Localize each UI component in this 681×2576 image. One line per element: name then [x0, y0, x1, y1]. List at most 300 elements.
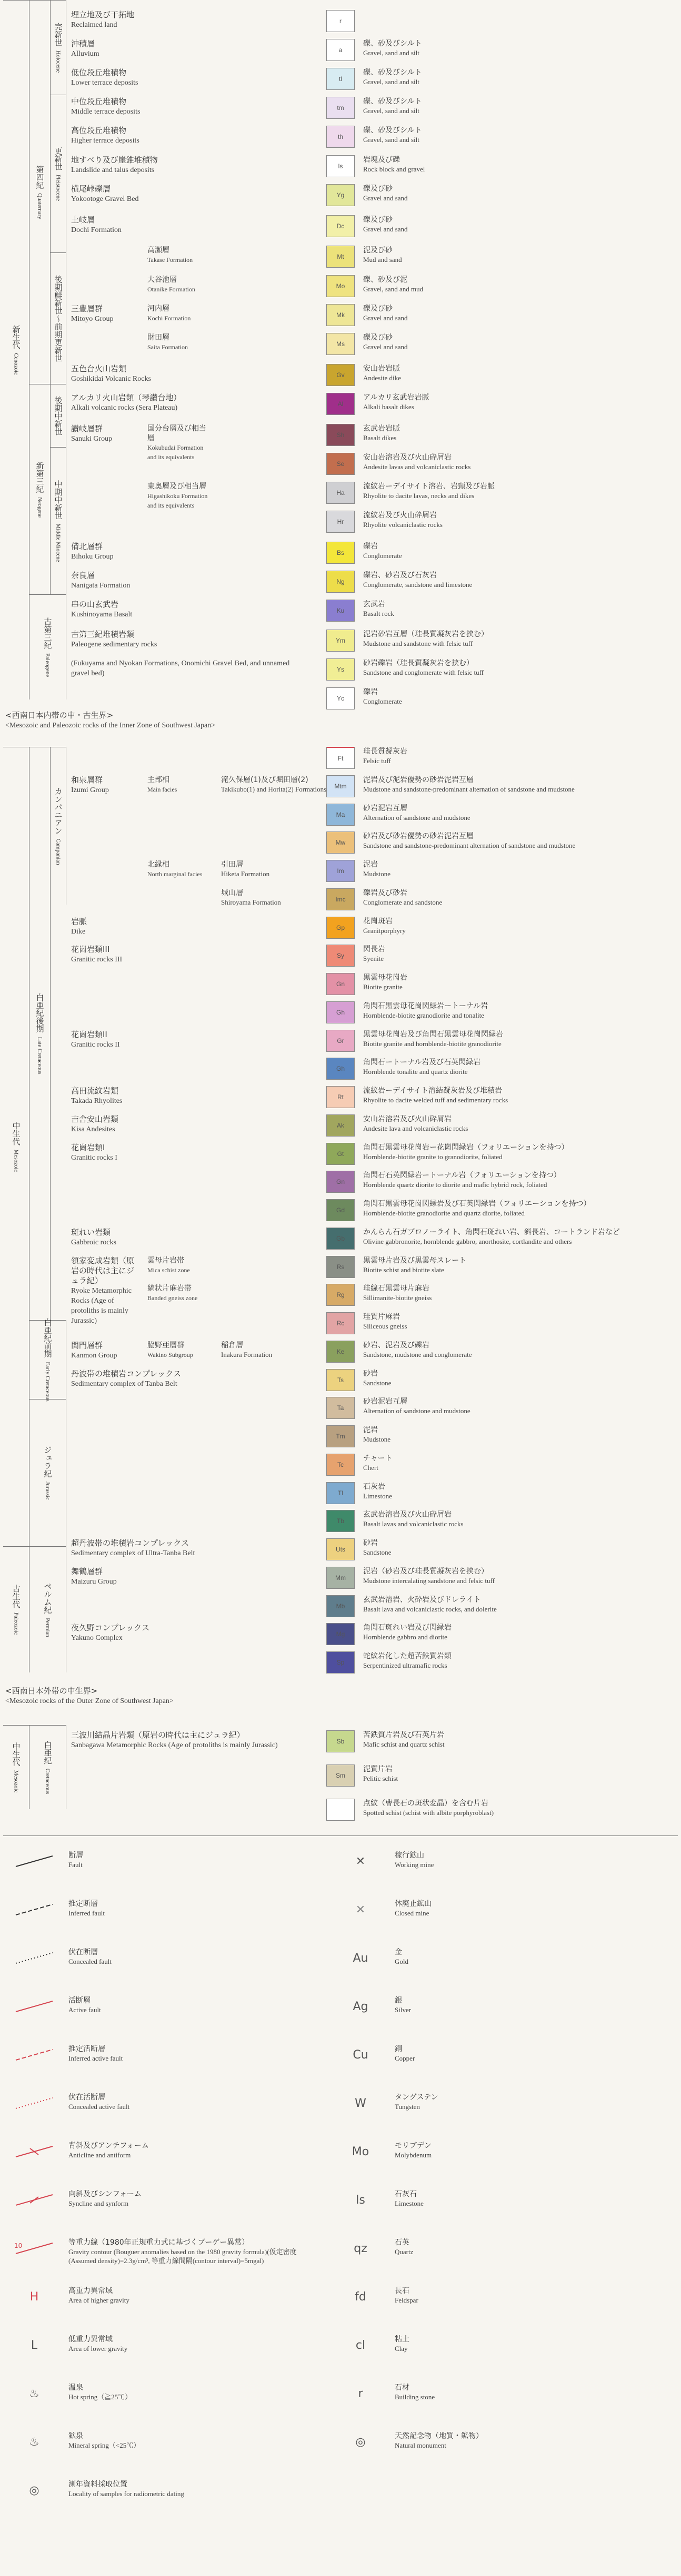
unit-code: Ts	[337, 1376, 344, 1384]
era-cenozoic: 新生代 Cenozoic	[3, 0, 29, 699]
color-swatch	[326, 775, 355, 797]
lithology-description: 礫及び砂 Gravel and sand	[363, 185, 408, 202]
color-swatch	[326, 1312, 355, 1334]
unit-code: Gp	[336, 924, 345, 931]
legend-text: 金 Gold	[395, 1948, 408, 1965]
unit-name-jp: 横尾峠礫層	[71, 184, 111, 194]
lithology-description: 角閃石黒雲母花崗閃緑岩及び石英閃緑岩（フォリエーションを持つ） Hornblende-biotite granodiorite and quartz diorite, foliated	[363, 1200, 591, 1217]
color-swatch	[326, 747, 355, 769]
lithology-description: 安山岩溶岩及び火山砕屑岩 Andesite lavas and volcaniclastic rocks	[363, 453, 471, 471]
lithology-description: 砂岩礫岩（珪長質凝灰岩を挟む） Sandstone and conglomerate with felsic tuff	[363, 659, 484, 676]
color-swatch	[326, 945, 355, 967]
unit-code: Ng	[336, 578, 345, 585]
period-late-cretaceous: 白亜紀後期 Late Cretaceous	[29, 747, 51, 1320]
unit-code: th	[337, 133, 343, 140]
lithology-description: 礫及び砂 Gravel and sand	[363, 216, 408, 233]
color-swatch	[326, 1341, 355, 1363]
lithology-description: 苦鉄質片岩及び石英片岩 Mafic schist and quartz schist	[363, 1731, 445, 1748]
color-swatch	[326, 275, 355, 297]
unit-code: r	[339, 17, 342, 25]
unit-name-jp: 三豊層群	[71, 304, 103, 313]
color-swatch	[326, 1058, 355, 1080]
unit-code: Mw	[335, 839, 346, 846]
fault-line-icon	[11, 1902, 58, 1918]
sample-locality-icon: ◎	[29, 2483, 39, 2497]
unit-name	[71, 155, 292, 175]
unit-code: Rc	[336, 1320, 345, 1327]
lithology-description: 砂岩泥岩互層 Alternation of sandstone and mudstone	[363, 1397, 470, 1415]
unit-code: Rt	[337, 1093, 344, 1101]
lithology-description: 礫岩及び砂岩 Conglomerate and sandstone	[363, 889, 443, 906]
lithology-description: 泥岩 Mudstone	[363, 860, 390, 878]
unit-name	[71, 1086, 292, 1106]
legend-text: 石英 Quartz	[395, 2238, 414, 2256]
unit-code: Sh	[336, 431, 345, 439]
unit-code: Ft	[337, 754, 344, 762]
unit-name-en: Alluvium	[71, 50, 99, 58]
unit-code: Mm	[335, 1574, 346, 1581]
legend-text: 測年資料採取位置 Locality of samples for radiometric dating	[68, 2480, 184, 2498]
lithology-description: 礫岩、砂岩及び石灰岩 Conglomerate, sandstone and limestone	[363, 571, 473, 589]
unit-code: Tl	[338, 1489, 343, 1497]
color-swatch	[326, 1482, 355, 1504]
fold-axis-icon	[11, 2192, 58, 2208]
color-swatch	[326, 687, 355, 709]
unit-name-en: Higher terrace deposits	[71, 137, 139, 145]
lithology-description: 玄武岩溶岩及び火山砕屑岩 Basalt lavas and volcaniclastic rocks	[363, 1510, 464, 1528]
unit-name	[71, 424, 139, 444]
unit-name	[71, 304, 139, 324]
lithology-description: 珪線石黒雲母片麻岩 Sillimanite-biotite gneiss	[363, 1284, 432, 1302]
color-swatch	[326, 1143, 355, 1165]
epoch-holocene: 完新世 Holocene	[51, 0, 66, 95]
unit-name-en: Nanigata Formation	[71, 582, 131, 590]
unit-subdivision: 大谷池層 Otanike Formation	[147, 276, 195, 293]
color-swatch	[326, 1567, 355, 1589]
lithology-description: 礫岩 Conglomerate	[363, 542, 402, 560]
legend-text: 稼行鉱山 Working mine	[395, 1851, 434, 1869]
unit-name-en: Reclaimed land	[71, 21, 117, 29]
unit-name-jp: 備北層群	[71, 542, 103, 551]
unit-code: Dc	[336, 222, 345, 230]
color-swatch	[326, 184, 355, 206]
stage-campanian: カンパニアン Campanian	[51, 747, 66, 905]
unit-subdivision: 北縁相 North marginal facies	[147, 860, 203, 878]
color-swatch	[326, 1284, 355, 1306]
legend-item	[11, 2432, 305, 2453]
unit-name	[71, 1623, 292, 1643]
color-swatch	[326, 246, 355, 268]
unit-name-jp: 岩脈	[71, 917, 87, 926]
unit-subdivision: 財田層 Saita Formation	[147, 333, 188, 351]
legend-divider	[3, 1835, 678, 1836]
color-swatch	[326, 304, 355, 326]
unit-name-jp: 地すべり及び崖錐堆積物	[71, 155, 158, 165]
legend-text: 鉱泉 Mineral spring（<25℃）	[68, 2432, 141, 2449]
color-swatch	[326, 1425, 355, 1447]
color-swatch	[326, 888, 355, 910]
unit-subdivision: 河内層 Kochi Formation	[147, 305, 191, 322]
lithology-description: 泥及び砂 Mud and sand	[363, 246, 402, 263]
unit-code: Ms	[336, 340, 345, 348]
unit-subdivision: 東奥層及び相当層 Higashikoku Formation and its equivalents	[147, 482, 208, 509]
unit-name-en: Granitic rocks I	[71, 1154, 117, 1162]
color-swatch	[326, 804, 355, 826]
unit-name-jp: 高田流紋岩類	[71, 1086, 119, 1096]
unit-code: Imc	[335, 896, 346, 903]
lithology-description: 礫及び砂 Gravel and sand	[363, 305, 408, 322]
unit-name-jp: 吉舎安山岩類	[71, 1114, 119, 1124]
color-swatch	[326, 39, 355, 61]
unit-code: Gh	[336, 1009, 345, 1016]
unit-code: Mtm	[334, 783, 347, 790]
unit-code: Mt	[337, 253, 344, 260]
legend-item	[337, 2238, 632, 2259]
unit-name	[71, 1256, 139, 1326]
epoch-late-miocene: 後期中新世	[51, 384, 66, 447]
lithology-description: 玄武岩岩脈 Basalt dikes	[363, 424, 400, 442]
lithology-description: 花崗斑岩 Granitporphyry	[363, 917, 406, 935]
unit-name-jp: 讃岐層群	[71, 424, 103, 433]
mineral-symbol: Cu	[353, 2048, 368, 2062]
mineral-symbol: cl	[355, 2338, 366, 2352]
unit-code: Rg	[336, 1291, 345, 1299]
lithology-description: 角閃石ートーナル岩及び石英閃緑岩 Hornblende tonalite and quartz diorite	[363, 1058, 481, 1076]
gravity-contour-icon	[11, 2240, 58, 2256]
unit-code: Sb	[336, 1738, 345, 1745]
unit-name-en: Mitoyo Group	[71, 315, 114, 323]
era-mesozoic-outer: 中生代 Mesozoic	[3, 1725, 29, 1809]
color-swatch	[326, 333, 355, 355]
legend-item	[11, 1996, 305, 2017]
unit-name	[71, 393, 292, 413]
unit-name-jp: 古第三紀堆積岩類	[71, 630, 135, 639]
mineral-symbol: Ag	[353, 2000, 368, 2013]
lithology-description: 角閃石斑れい岩及び閃緑岩 Hornblende gabbro and diorite	[363, 1624, 452, 1641]
unit-name	[71, 1369, 292, 1389]
legend-text: 温泉 Hot spring（≧25℃）	[68, 2384, 132, 2401]
legend-text: 伏在活断層 Concealed active fault	[68, 2093, 130, 2111]
lithology-description: 砂岩 Sandstone	[363, 1539, 392, 1556]
legend-item	[11, 2384, 305, 2405]
unit-subdivision: 縞状片麻岩帯 Banded gneiss zone	[147, 1284, 198, 1302]
lithology-description: 角閃石石英閃緑岩ートーナル岩（フォリエーションを持つ） Hornblende quartz diorite to diorite and mafic hybrid rock, foliated	[363, 1171, 561, 1189]
unit-name	[71, 1228, 292, 1248]
unit-subdivision: 脇野亜層群 Wakino Subgroup	[147, 1341, 193, 1358]
legend-item	[11, 2287, 305, 2308]
unit-name	[71, 126, 292, 146]
lithology-description: 礫及び砂 Gravel and sand	[363, 333, 408, 351]
unit-name	[71, 571, 292, 591]
unit-name-jp: 埋立地及び干拓地	[71, 10, 135, 19]
era-paleozoic: 古生代 Paleozoic	[3, 1546, 29, 1672]
color-swatch	[326, 1764, 355, 1787]
unit-code: Se	[336, 460, 345, 468]
unit-code: Ym	[336, 637, 345, 644]
unit-name	[71, 630, 292, 650]
legend-text: 石材 Building stone	[395, 2384, 435, 2401]
lithology-description: 泥岩（砂岩及び珪長質凝灰岩を挟む） Mudstone intercalating sandstone and felsic tuff	[363, 1567, 495, 1585]
unit-name	[71, 600, 292, 620]
legend-text: 長石 Feldspar	[395, 2287, 418, 2304]
color-swatch	[326, 1171, 355, 1193]
unit-name-en: Sedimentary complex of Ultra-Tanba Belt	[71, 1549, 195, 1557]
color-swatch	[326, 600, 355, 622]
unit-name-jp: 中位段丘堆積物	[71, 97, 127, 106]
unit-formation: 引田層 Hiketa Formation	[221, 860, 270, 878]
mineral-symbol: Mo	[352, 2145, 369, 2158]
unit-name-jp: 和泉層群	[71, 775, 103, 785]
unit-name-en: Paleogene sedimentary rocks	[71, 641, 157, 648]
unit-name	[71, 1567, 292, 1587]
mineral-symbol: ls	[356, 2193, 365, 2207]
lithology-description: 泥質片岩 Pelitic schist	[363, 1765, 398, 1782]
color-swatch	[326, 1454, 355, 1476]
unit-code: Tb	[336, 1517, 344, 1525]
unit-name	[71, 945, 292, 965]
color-swatch	[326, 1001, 355, 1023]
legend-item	[337, 1996, 632, 2017]
lithology-description: 砂岩、泥岩及び礫岩 Sandstone, mudstone and conglomerate	[363, 1341, 472, 1358]
unit-name	[71, 364, 292, 384]
unit-name	[71, 1730, 292, 1750]
legend-text: 高重力異常域 Area of higher gravity	[68, 2287, 129, 2304]
unit-name-en: Kushinoyama Basalt	[71, 611, 133, 618]
legend-text: 石灰石 Limestone	[395, 2190, 424, 2207]
unit-code: Ma	[336, 811, 345, 818]
legend-text: 銀 Silver	[395, 1996, 412, 2014]
unit-name-en: Goshikidai Volcanic Rocks	[71, 375, 151, 383]
lithology-description: 泥岩及び泥岩優勢の砂岩泥岩互層 Mudstone and sandstone-predominant alternation of sandstone and mudstone	[363, 776, 575, 793]
unit-subdivision: 高瀬層 Takase Formation	[147, 246, 193, 263]
unit-name	[71, 542, 292, 562]
inner-zone-header: <西南日本内帯の中・古生界> <Mesozoic and Paleozoic rocks of the Inner Zone of Southwest Japan>	[5, 711, 216, 729]
fault-line-icon	[11, 1853, 58, 1869]
unit-code: Tm	[336, 1433, 345, 1440]
color-swatch	[326, 10, 355, 32]
color-swatch	[326, 571, 355, 593]
lithology-description: 砂岩泥岩互層 Alternation of sandstone and mudstone	[363, 804, 470, 822]
color-swatch	[326, 97, 355, 119]
period-early-cretaceous: 白亜紀前期 Early Cretaceous	[29, 1320, 66, 1399]
lithology-description: 玄武岩溶岩、火砕岩及びドレライト Basalt lava and volcaniclastic rocks, and dolerite	[363, 1596, 497, 1613]
unit-code: Gn	[336, 980, 345, 988]
unit-name-en: Landslide and talus deposits	[71, 166, 155, 174]
legend-text: 粘土 Clay	[395, 2335, 409, 2352]
color-swatch	[326, 1651, 355, 1674]
color-swatch	[326, 1538, 355, 1560]
legend-item	[11, 2190, 305, 2211]
lithology-description: 礫、砂及びシルト Gravel, sand and silt	[363, 39, 422, 57]
mineral-symbol: Au	[353, 1951, 368, 1965]
legend-text: 天然記念物（地質・鉱物） Natural monument	[395, 2432, 483, 2449]
legend-text: 推定断層 Inferred fault	[68, 1900, 105, 1917]
fault-line-icon	[11, 1950, 58, 1966]
unit-name-en: Middle terrace deposits	[71, 108, 141, 116]
unit-name-en: Sanbagawa Metamorphic Rocks (Age of protoliths is mainly Jurassic)	[71, 1741, 278, 1749]
lithology-description: 礫、砂及びシルト Gravel, sand and silt	[363, 68, 422, 86]
unit-name-en: Ryoke Metamorphic Rocks (Age of protoliths is mainly Jurassic)	[71, 1287, 132, 1325]
high-gravity-icon: H	[29, 2290, 39, 2304]
unit-code: Rs	[336, 1263, 345, 1271]
legend-text: 推定活断層 Inferred active fault	[68, 2045, 123, 2062]
color-swatch	[326, 1369, 355, 1391]
color-swatch	[326, 1228, 355, 1250]
color-swatch	[326, 1595, 355, 1617]
unit-name	[71, 917, 292, 937]
epoch-middle-miocene: 中期中新世 Middle Miocene	[51, 447, 66, 594]
unit-code: Mb	[336, 1603, 345, 1610]
unit-name	[71, 1114, 292, 1134]
unit-code: Al	[337, 400, 344, 408]
unit-name-en: Sedimentary complex of Tanba Belt	[71, 1380, 177, 1388]
color-swatch	[326, 215, 355, 237]
legend-text: 断層 Fault	[68, 1851, 83, 1869]
unit-name-jp: 高位段丘堆積物	[71, 126, 127, 135]
unit-code: Ku	[336, 607, 345, 614]
legend-item	[337, 2384, 632, 2405]
period-jurassic: ジュラ紀 Jurassic	[29, 1399, 66, 1546]
legend-item	[337, 1948, 632, 1969]
unit-code: Yc	[336, 695, 344, 702]
lithology-description: アルカリ玄武岩岩脈 Alkali basalt dikes	[363, 393, 429, 411]
lithology-description: 閃長岩 Syenite	[363, 945, 385, 962]
lithology-description: 泥岩 Mudstone	[363, 1426, 390, 1443]
unit-name-en: Lower terrace deposits	[71, 79, 138, 87]
low-gravity-icon: L	[31, 2338, 38, 2352]
color-swatch	[326, 1256, 355, 1278]
legend-item	[337, 1851, 632, 1872]
legend-text: 銅 Copper	[395, 2045, 415, 2062]
color-swatch	[326, 126, 355, 148]
legend-text: 伏在断層 Concealed fault	[68, 1948, 112, 1965]
active-fault-line-icon	[11, 1999, 58, 2014]
legend-item	[11, 2335, 305, 2356]
unit-code: Ys	[336, 666, 344, 673]
legend-item	[337, 2142, 632, 2163]
unit-code: Sp	[336, 1659, 345, 1666]
unit-name	[71, 1538, 292, 1558]
period-permian: ペルム紀 Permian	[29, 1546, 66, 1672]
color-swatch	[326, 831, 355, 854]
lithology-description: 珪長質凝灰岩 Felsic tuff	[363, 747, 407, 765]
lithology-description: 岩塊及び礫 Rock block and gravel	[363, 156, 425, 173]
lithology-description: 蛇紋岩化した超苦鉄質岩類 Serpentinized ultramafic rocks	[363, 1652, 452, 1669]
mine-icon: ✕	[355, 1854, 366, 1868]
unit-name-en: Alkali volcanic rocks (Sera Plateau)	[71, 404, 178, 412]
unit-name	[71, 10, 292, 30]
unit-name-jp: アルカリ火山岩類（琴讃台地）	[71, 393, 182, 402]
unit-name-en: Yokootoge Gravel Bed	[71, 195, 139, 203]
unit-code: Gn	[336, 1178, 345, 1185]
legend-item	[337, 2287, 632, 2308]
epoch-late-pliocene: 後期鮮新世〜前期更新世	[51, 252, 66, 384]
unit-code: Mk	[336, 311, 345, 319]
unit-name-jp: 土岐層	[71, 215, 95, 225]
lithology-description: 砂岩及び砂岩優勢の砂岩泥岩互層 Sandstone and sandstone-predominant alternation of sandstone and mudstone	[363, 832, 576, 849]
color-swatch	[326, 860, 355, 882]
legend-text: 活断層 Active fault	[68, 1996, 101, 2014]
legend-text: 休廃止鉱山 Closed mine	[395, 1900, 432, 1917]
color-swatch	[326, 453, 355, 475]
unit-code: Gh	[336, 1065, 345, 1072]
lithology-description: 黒雲母片岩及び黒雲母スレート Biotite schist and biotite slate	[363, 1256, 466, 1274]
unit-name-jp: 斑れい岩類	[71, 1228, 111, 1237]
lithology-description: 礫、砂及び泥 Gravel, sand and mud	[363, 276, 424, 293]
legend-item	[337, 2335, 632, 2356]
unit-code: Tc	[337, 1461, 344, 1468]
legend-text: タングステン Tungsten	[395, 2093, 438, 2111]
period-quaternary: 第四紀 Quaternary	[29, 0, 51, 384]
unit-name-en: Sanuki Group	[71, 435, 113, 443]
color-swatch	[326, 68, 355, 90]
unit-subdivision: 国分台層及び相当層 Kokubudai Formation and its equivalents	[147, 424, 206, 461]
legend-item	[11, 2093, 305, 2114]
unit-code: Sm	[336, 1772, 345, 1779]
unit-code: Gb	[336, 1235, 345, 1242]
unit-code: Ha	[336, 489, 345, 496]
legend-item	[337, 2432, 632, 2453]
mine-icon: ✕	[355, 1903, 366, 1916]
color-swatch	[326, 1510, 355, 1532]
color-swatch	[326, 482, 355, 504]
legend-text: 背斜及びアンチフォーム Anticline and antiform	[68, 2142, 149, 2159]
legend-item	[11, 2238, 305, 2265]
lithology-description: チャート Chert	[363, 1454, 393, 1472]
unit-name-en: Dochi Formation	[71, 226, 122, 234]
color-swatch	[326, 658, 355, 681]
unit-name-jp: 五色台火山岩類	[71, 364, 127, 373]
active-fault-line-icon	[11, 2095, 58, 2111]
lithology-description: 泥岩砂岩互層（珪長質凝灰岩を挟む） Mudstone and sandstone with felsic tuff	[363, 630, 488, 647]
unit-name-jp: 関門層群	[71, 1341, 103, 1350]
unit-code: Ak	[336, 1122, 344, 1129]
mineral-symbol: qz	[354, 2242, 367, 2255]
unit-code: Hr	[337, 518, 344, 525]
unit-name	[71, 1143, 292, 1163]
color-swatch	[326, 1730, 355, 1752]
active-fault-line-icon	[11, 2047, 58, 2063]
unit-code: Gv	[336, 371, 345, 379]
unit-name-en: Maizuru Group	[71, 1578, 117, 1586]
unit-name-en: (Fukuyama and Nyokan Formations, Onomichi Gravel Bed, and unnamed gravel bed)	[71, 660, 290, 677]
mineral-spring-icon: ♨	[29, 2435, 39, 2449]
unit-name-jp: 花崗岩類II	[71, 1030, 107, 1039]
lithology-description: 礫、砂及びシルト Gravel, sand and silt	[363, 97, 422, 115]
unit-name-en: Bihoku Group	[71, 553, 114, 561]
unit-name-jp: 三波川結晶片岩類（原岩の時代は主にジュラ紀）	[71, 1730, 245, 1740]
unit-name	[71, 97, 292, 117]
unit-code: tl	[339, 75, 342, 83]
unit-name-jp: 低位段丘堆積物	[71, 68, 127, 77]
period-paleogene: 古第三紀 Paleogene	[29, 594, 66, 699]
unit-code: Bs	[336, 549, 344, 556]
period-neogene: 新第三紀 Neogene	[29, 384, 51, 594]
legend-item	[11, 2045, 305, 2066]
unit-name-en: Kanmon Group	[71, 1352, 117, 1360]
legend-item	[11, 2142, 305, 2163]
mineral-symbol: ◎	[355, 2435, 366, 2449]
unit-name	[71, 68, 292, 88]
unit-name-jp: 沖積層	[71, 39, 95, 48]
lithology-description: 黒雲母花崗岩及び角閃石黒雲母花崗閃緑岩 Biotite granite and hornblende-biotite granodiorite	[363, 1030, 503, 1048]
legend-item	[337, 2093, 632, 2114]
unit-name	[71, 39, 292, 59]
era-mesozoic: 中生代 Mesozoic	[3, 747, 29, 1546]
unit-name-jp: 丹波帯の堆積岩コンプレックス	[71, 1369, 182, 1378]
unit-name-jp: 超丹波帯の堆積岩コンプレックス	[71, 1538, 189, 1548]
unit-code: Gt	[337, 1150, 344, 1158]
